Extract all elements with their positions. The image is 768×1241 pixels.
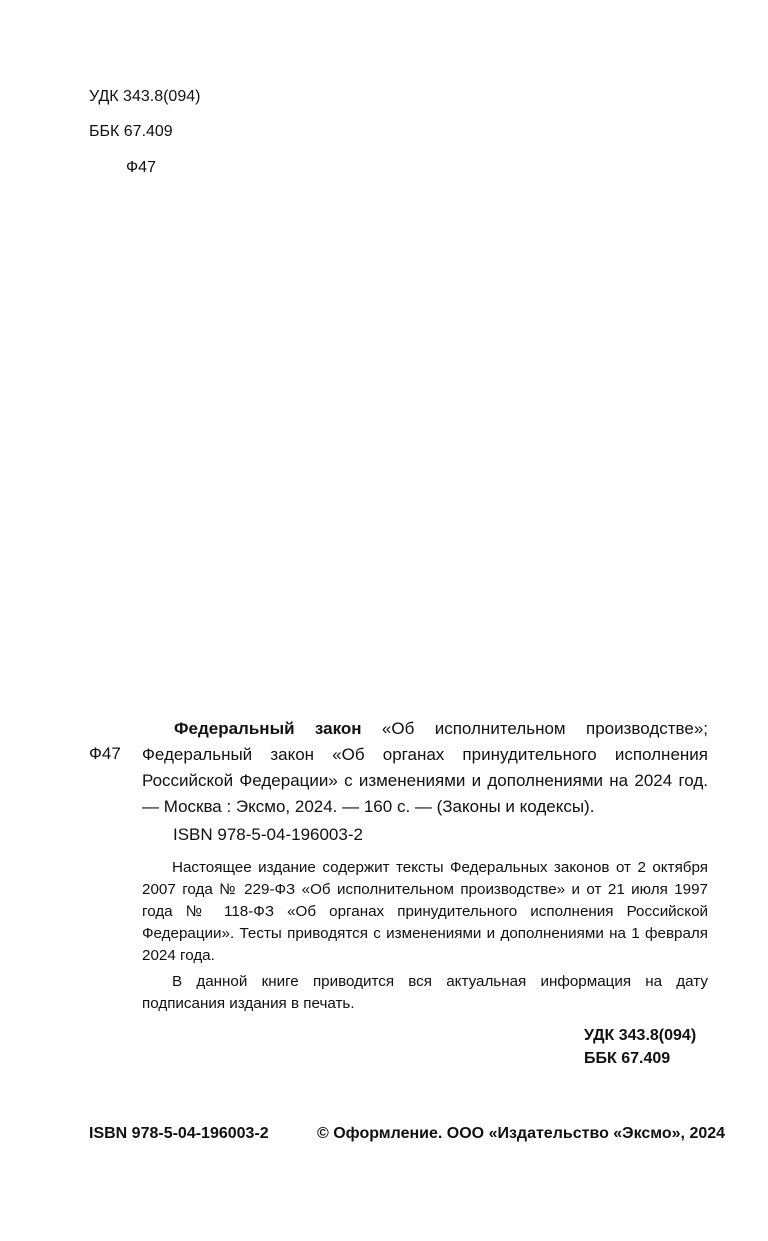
bbk-code: ББК 67.409 (584, 1050, 671, 1067)
bbk-code-top: ББК 67.409 (89, 123, 173, 140)
copyright-notice: © Оформление. ООО «Издательство «Эксмо», 2024 (317, 1125, 726, 1142)
annotation-paragraph (142, 971, 708, 1015)
udk-code-top: УДК 343.8(094) (89, 88, 201, 105)
udk-code: УДК 343.8(094) (584, 1027, 697, 1044)
bibliographic-record (142, 716, 708, 820)
annotation-text-1: Настоящее издание содержит тексты Федеральных законов от 2 октября 2007 года № 229-ФЗ «Об исполнительном производстве» и от 21 июля 1997 года № 118-ФЗ «Об органах принудительного исполнения Российской Федерации». Тесты приводятся с изменениями и дополнениями на 1 февраля 2024 года. (142, 859, 708, 964)
record-title-bold: Федеральный закон (174, 719, 362, 738)
annotation-text-2: В данной книге приводится вся актуальная информация на дату подписания издания в печать. (142, 973, 708, 1012)
annotation-paragraph (142, 857, 708, 967)
isbn-record: ISBN 978-5-04-196003-2 (173, 825, 363, 844)
author-sign-record: Ф47 (89, 744, 121, 763)
record-title-rest: «Об исполнительном производстве»; Федеральный закон «Об органах принудительного исполнения Российской Федерации» с изменениями и дополнениями на 2024 год. — Москва : Эксмо, 2024. — 160 с. — (Законы и кодексы). (142, 719, 708, 816)
classification-codes (584, 1024, 696, 1070)
isbn-footer: ISBN 978-5-04-196003-2 (89, 1125, 269, 1142)
author-sign-top: Ф47 (126, 159, 156, 176)
